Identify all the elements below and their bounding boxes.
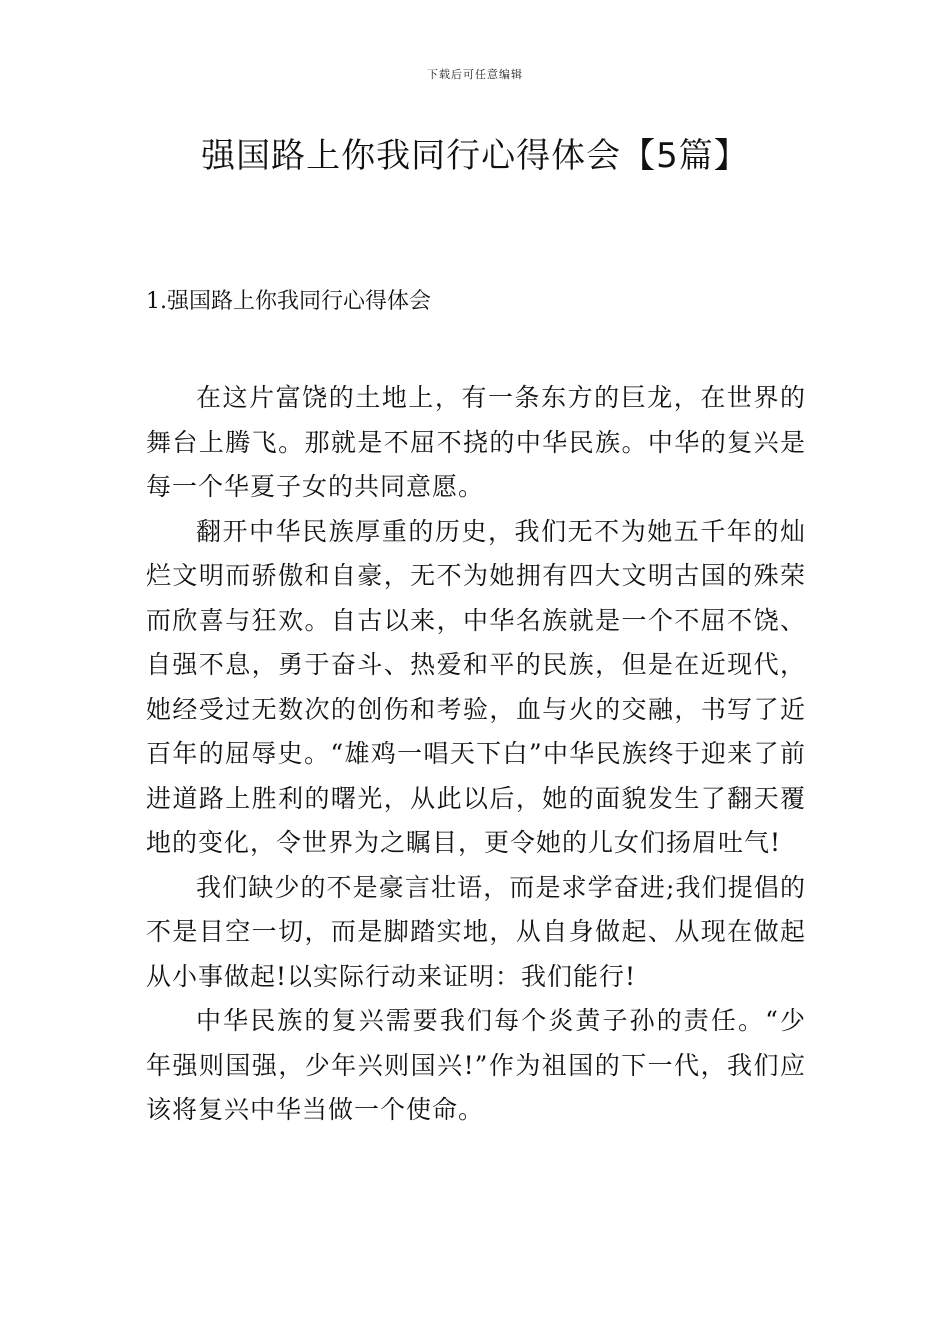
- paragraph-2: 翻开中华民族厚重的历史，我们无不为她五千年的灿烂文明而骄傲和自豪，无不为她拥有四大文明古国的殊荣而欣喜与狂欢。自古以来，中华名族就是一个不屈不饶、自强不息，勇于奋斗、热爱和平的民族，但是在近现代，她经受过无数次的创伤和考验，血与火的交融，书写了近百年的屈辱史。“雄鸡一唱天下白”中华民族终于迎来了前进道路上胜利的曙光，从此以后，她的面貌发生了翻天覆地的变化，令世界为之瞩目，更令她的儿女们扬眉吐气!: [146, 516, 806, 857]
- paragraph-4: 中华民族的复兴需要我们每个炎黄子孙的责任。“少年强则国强，少年兴则国兴!”作为祖国的下一代，我们应该将复兴中华当做一个使命。: [146, 1006, 806, 1124]
- paragraph-3: 我们缺少的不是豪言壮语，而是求学奋进;我们提倡的不是目空一切，而是脚踏实地，从自身做起、从现在做起从小事做起!以实际行动来证明：我们能行!: [146, 872, 806, 991]
- header-note: 下载后可任意编辑: [427, 68, 523, 81]
- paragraph-1: 在这片富饶的土地上，有一条东方的巨龙，在世界的舞台上腾飞。那就是不屈不挠的中华民族。中华的复兴是每一个华夏子女的共同意愿。: [146, 383, 806, 501]
- body-text: [146, 376, 806, 1133]
- document-title: 强国路上你我同行心得体会【5篇】: [201, 136, 749, 176]
- section-heading: 1.强国路上你我同行心得体会: [146, 289, 431, 314]
